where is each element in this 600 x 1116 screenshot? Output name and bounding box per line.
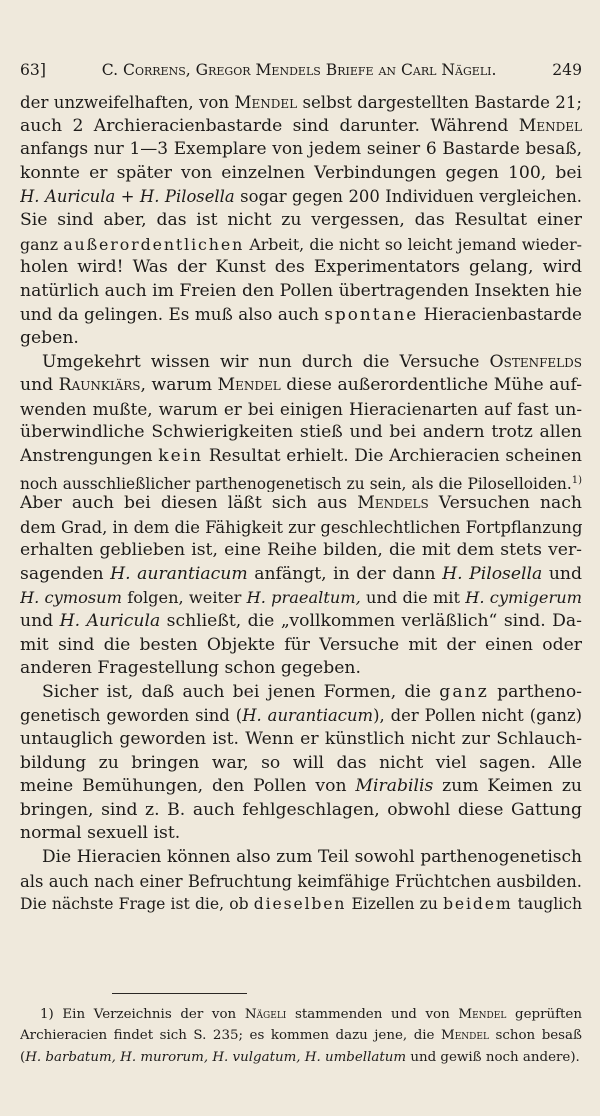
footnote-line: Archieracien findet sich S. 235; es kommen dazu jene, die Mendel schon besaß <box>20 1028 582 1044</box>
text-line: sagenden H. aurantiacum anfängt, in der dann H. Pilosella und <box>20 563 582 584</box>
text-line: Die nächste Frage ist die, ob dieselben Eizellen zu beidem tauglich <box>20 895 582 914</box>
text-line: Sie sind aber, das ist nicht zu vergessen, das Resultat einer <box>20 209 582 230</box>
footnote <box>20 1004 582 1068</box>
page-number: 249 <box>552 61 582 79</box>
running-title <box>102 60 497 80</box>
footnote-divider <box>112 993 247 994</box>
text-line: geben. <box>20 327 79 348</box>
text-line: der unzweifelhaften, von Mendel selbst dargestellten Bastarde 21; <box>20 93 582 112</box>
text-line: überwindliche Schwierigkeiten stieß und bei andern trotz allen <box>20 422 582 443</box>
text-line: Sicher ist, daß auch bei jenen Formen, die ganz partheno- <box>42 681 582 702</box>
text-line: Die Hieracien können also zum Teil sowohl parthenogenetisch <box>42 847 582 867</box>
main-text <box>20 91 582 917</box>
text-line: ganz außerordentlichen Arbeit, die nicht so leicht jemand wieder- <box>20 234 582 254</box>
text-line: normal sexuell ist. <box>20 823 181 844</box>
text-line: H. cymosum folgen, weiter H. praealtum, und die mit H. cymigerum <box>20 588 582 608</box>
text-line: und da gelingen. Es muß also auch spontane Hieracienbastarde <box>20 304 582 325</box>
text-line: H. Auricula + H. Pilosella sogar gegen 200 Individuen vergleichen. <box>20 187 582 207</box>
text-line: wenden mußte, warum er bei einigen Hieracienarten auf fast un- <box>20 398 582 419</box>
text-line: auch 2 Archieracienbastarde sind darunter. Während Mendel <box>20 115 582 136</box>
text-line: mit sind die besten Objekte für Versuche mit der einen oder <box>20 634 582 655</box>
text-line: genetisch geworden sind (H. aurantiacum), der Pollen nicht (ganz) <box>20 706 582 726</box>
text-line: anfangs nur 1—3 Exemplare von jedem seiner 6 Bastarde besaß, <box>20 139 582 160</box>
article-title: Gregor Mendels Briefe an Carl Nägeli. <box>195 61 497 79</box>
text-line: und Raunkiärs, warum Mendel diese außerordentliche Mühe auf- <box>20 375 582 396</box>
running-header <box>20 60 582 80</box>
text-line: meine Bemühungen, den Pollen von Mirabilis zum Keimen zu <box>20 776 582 797</box>
text-line: als auch nach einer Befruchtung keimfähige Früchtchen ausbilden. <box>20 871 582 891</box>
footnote-line: (H. barbatum, H. murorum, H. vulgatum, H. umbellatum und gewiß noch andere). <box>20 1049 580 1065</box>
text-line: bringen, sind z. B. auch fehlgeschlagen, obwohl diese Gattung <box>20 799 582 820</box>
text-line: noch ausschließlicher parthenogenetisch zu sein, als die Piloselloiden.$^{1)}$ <box>20 474 582 493</box>
text-line: anderen Fragestellung schon gegeben. <box>20 658 361 679</box>
text-line: Umgekehrt wissen wir nun durch die Versuche Ostenfelds <box>42 351 582 372</box>
text-line: untauglich geworden ist. Wenn er künstlich nicht zur Schlauch- <box>20 729 582 750</box>
text-line: und H. Auricula schließt, die „vollkommen verläßlich“ sind. Da- <box>20 611 582 632</box>
author-name: C. Correns, <box>101 61 191 79</box>
footnote-marker: 1) <box>571 474 582 486</box>
text-line: natürlich auch im Freien den Pollen übertragenden Insekten hie <box>20 280 582 301</box>
section-number: 63] <box>20 61 46 79</box>
text-line: konnte er später von einzelnen Verbindungen gegen 100, bei <box>20 162 582 183</box>
text-line: dem Grad, in dem die Fähigkeit zur geschlechtlichen Fortpflanzung <box>20 517 582 537</box>
text-line: holen wird! Was der Kunst des Experimentators gelang, wird <box>20 257 582 278</box>
text-line: Aber auch bei diesen läßt sich aus Mendels Versuchen nach <box>20 493 582 514</box>
text-line: Anstrengungen kein Resultat erhielt. Die Archieracien scheinen <box>20 445 582 466</box>
footnote-line: 1) Ein Verzeichnis der von Nägeli stammenden und von Mendel geprüften <box>40 1007 582 1022</box>
text-line: bildung zu bringen war, so will das nicht viel sagen. Alle <box>20 752 582 773</box>
text-line: erhalten geblieben ist, eine Reihe bilden, die mit dem stets ver- <box>20 540 582 561</box>
